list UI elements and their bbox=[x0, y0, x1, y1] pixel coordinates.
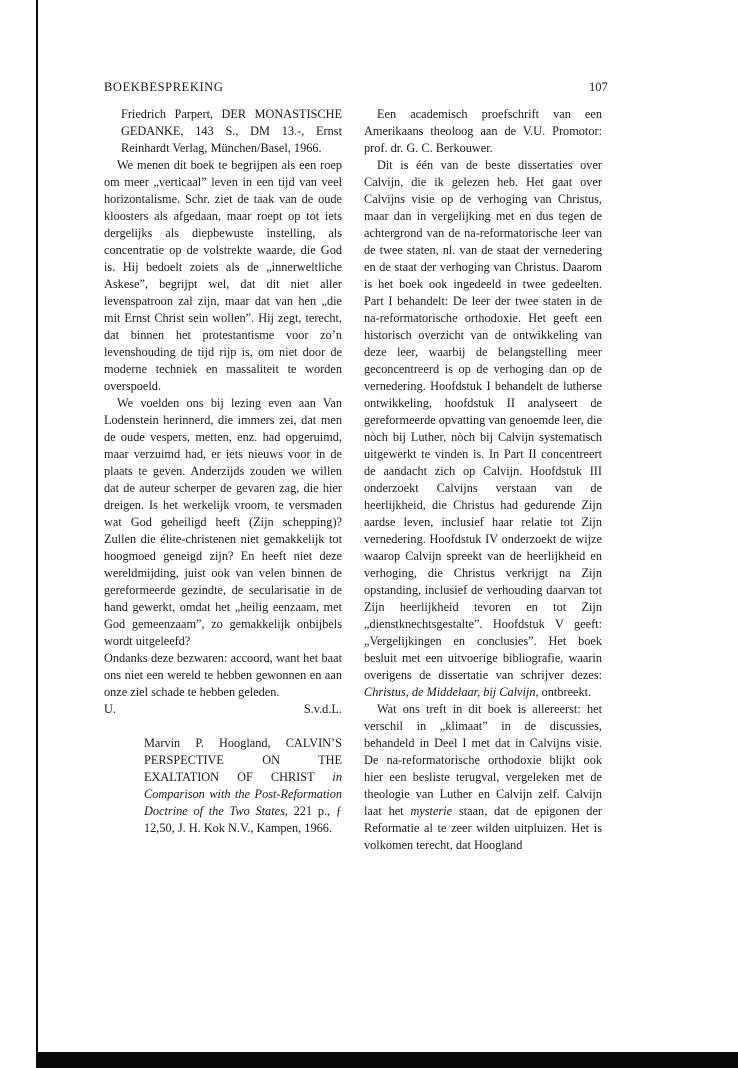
review-2-paragraph-1: Een academisch proefschrift van een Amerikaans theoloog aan de V.U. Promotor: prof. dr. G. C. Berkouwer. bbox=[364, 107, 602, 155]
review-1-signature bbox=[104, 701, 342, 718]
review-2-reference bbox=[144, 735, 342, 837]
review-2-paragraph-2 bbox=[364, 157, 602, 701]
review-1-paragraph-1: We menen dit boek te begrijpen als een roep om meer „verticaal” leven in een tijd van veel horizontalisme. Schr. ziet de taak van de oude kloosters als afgedaan, maar roept op tot iets dergelijks als diepbewuste instelling, als concentratie op de volstrekte waarde, die God is. Hij bedoelt zoiets als de „innerweltliche Askese”, begrijpt wel, dat dit niet aller levenspatroon zal zijn, maar dat van hen „die mit Ernst Christ sein wollen”. Hij zegt, terecht, dat binnen het protestantisme voor zo’n levenshouding de tijd rijp is, om niet door de moderne techniek en massaliteit te worden overspoeld. bbox=[104, 158, 342, 393]
page-number: 107 bbox=[589, 80, 608, 94]
review-2-p3-italic: mysterie bbox=[410, 804, 453, 818]
page-spine-shadow bbox=[36, 0, 38, 1068]
signature-left: U. bbox=[104, 702, 116, 716]
review-1-paragraph-2: We voelden ons bij lezing even aan Van Lodenstein herinnerd, die immers zei, dat men de oude vespers, metten, enz. had opgeruimd, maar verzuimd had, er iets nieuws voor in de plaats te geven. Anderzijds zouden we willen dat de auteur scherper de gevaren zag, die hier dreigen. Is het werkelijk vroom, te versmaden wat God geheiligd heeft (Zijn schepping)? Zullen die élite-christenen niet gemakkelijk tot hoogmoed geneigd zijn? En heeft niet deze wereldmijding, juist ook van velen binnen de gereformeerde gezindte, de secularisatie in de hand gewerkt, omdat het „heilig eenzaam, met God gemeenzaam”, zo gemakkelijk onbijbels wordt uitgeleefd? bbox=[104, 396, 342, 648]
signature-right: S.v.d.L. bbox=[303, 702, 342, 716]
review-2-ref-subtitle: in Comparison with the Post-Reformation Doctrine of the Two States bbox=[144, 770, 342, 818]
review-2-p2-title: Christus, de Middelaar, bij Calvijn bbox=[364, 685, 536, 699]
running-title: BOEKBESPREKING bbox=[104, 80, 224, 94]
review-2-p2-text: Dit is één van de beste dissertaties over Calvijn, die ik gelezen heb. Het gaat over Calvijns visie op de verhoging van Christus, maar dan in vergelijking met en dus tegen de achtergrond van de na-reformatorische leer van de twee staten, nl. van de staat der vernedering en de staat der verhoging van Christus. Daarom is het boek ook ingedeeld in twee gedeelten. Part I behandelt: De leer der twee staten in de na-reformatorische orthodoxie. Het geeft een historisch overzicht van de ontwikkeling van deze leer, waarbij de belangstelling meer geconcentreerd is op de verhoging dan op de vernedering. Hoofdstuk I behandelt de lutherse ontwikkeling, hoofdstuk II analyseert de gereformeerde opvatting van genoemde leer, die nòch bij Luther, nòch bij Calvijn systematisch uitgewerkt te vinden is. In Part II concentreert de aandacht zich op Calvijn. Hoofdstuk III onderzoekt Calvijns verstaan van de heerlijkheid, die Christus had gedurende Zijn aardse leven, inclusief haar relatie tot Zijn vernedering. Hoofdstuk IV onderzoekt de wijze waarop Calvijn spreekt van de heerlijkheid en verhoging, die Christus verkrijgt na Zijn opstanding, inclusief de verhouding daarvan tot Zijn heerlijkheid tevoren en tot Zijn „dienstknechtsgestalte”. Hoofdstuk V geeft: „Vergelijkingen en conclusies”. Het boek besluit met een uitvoerige bibliografie, waarin overigens de dissertatie van schrijver dezes: bbox=[364, 158, 602, 682]
right-column bbox=[364, 106, 602, 854]
review-1-ref-main: Friedrich Parpert, DER MONASTISCHE GEDANKE, 143 S., DM 13.-, Ernst Reinhardt Verlag, bbox=[121, 107, 342, 155]
review-2-ref-publisher: , 221 p., ƒ 12,50, J. H. Kok N.V., Kampen, 1966. bbox=[144, 804, 343, 835]
review-2-p3-text-b: staan, dat de epigonen der Reformatie al te zeer wilden uitpluizen. Het is volkomen terecht, dat Hoogland bbox=[364, 804, 602, 852]
review-1-ref-place: München/Basel, 1966. bbox=[210, 141, 322, 155]
review-2-ref-main: Marvin P. Hoogland, CALVIN’S PERSPECTIVE ON THE EXALTATION OF CHRIST bbox=[144, 736, 342, 784]
review-2-p3-text-a: Wat ons treft in dit boek is allereerst: het verschil in „klimaat” in de discussies, behandeld in Deel I met dat in Calvijns visie. De na-reformatorische orthodoxie blijkt ook hier een besliste terugval, vergeleken met de theologie van Luther en Calvijn zelf. Calvijn laat het bbox=[364, 702, 602, 818]
review-1-paragraph-3: Ondanks deze bezwaren: accoord, want het baat ons niet een wereld te hebben gewonnen en aan onze ziel schade te hebben geleden. bbox=[104, 651, 342, 699]
page-bottom-shadow bbox=[36, 1052, 738, 1068]
left-column bbox=[104, 106, 342, 837]
review-2-p2-end: , ontbreekt. bbox=[535, 685, 592, 699]
review-1-reference bbox=[121, 106, 342, 157]
review-2-paragraph-3 bbox=[364, 701, 602, 854]
